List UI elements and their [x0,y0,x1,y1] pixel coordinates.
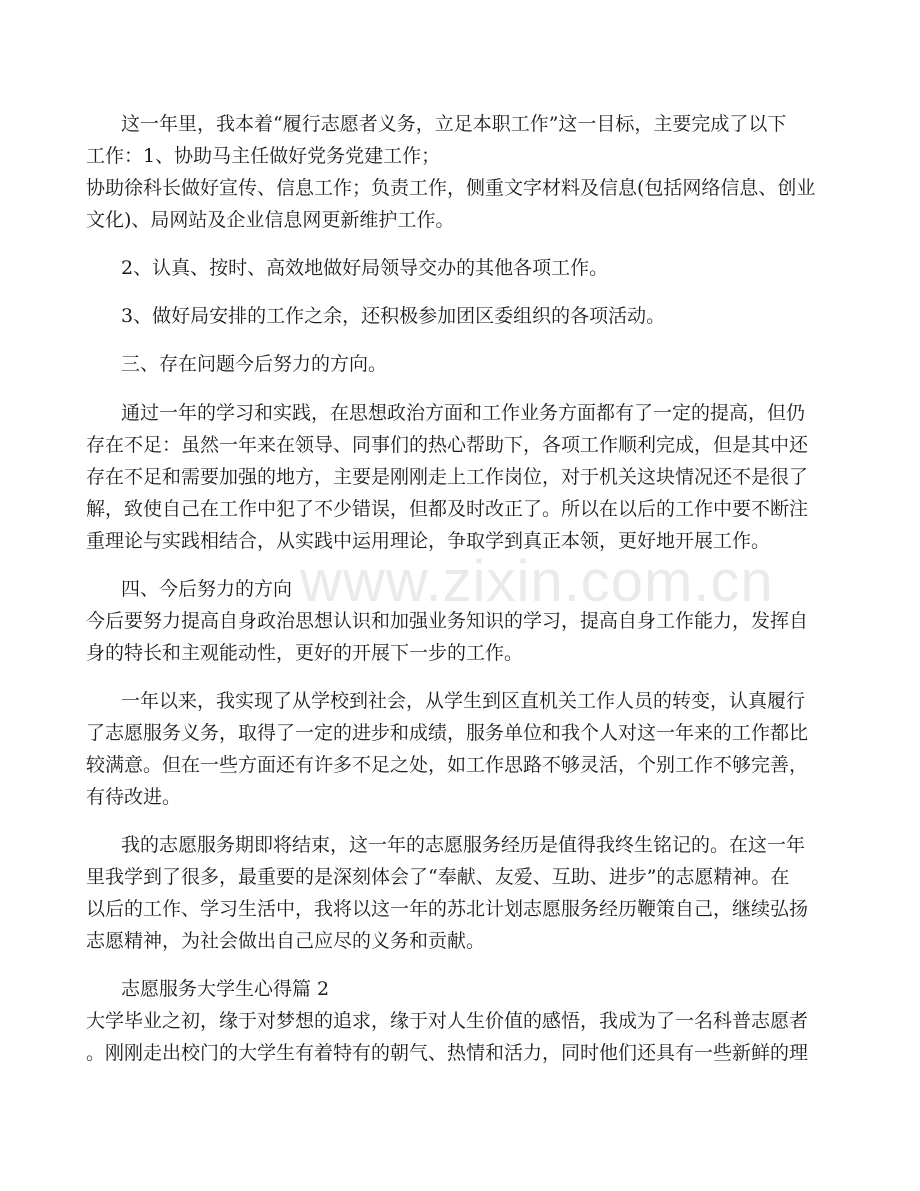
watermark: www.zixin.com.cn [300,549,774,614]
paragraph-line: 解，致使自己在工作中犯了不少错误，但都及时改正了。所以在以后的工作中要不断注 [86,498,809,520]
paragraph-line: 较满意。但在一些方面还有许多不足之处，如工作思路不够灵活，个别工作不够完善， [86,754,809,776]
paragraph-line: 3、做好局安排的工作之余，还积极参加团区委组织的各项活动。 [121,305,666,327]
paragraph-line: 一年以来，我实现了从学校到社会，从学生到区直机关工作人员的转变，认真履行 [121,690,806,712]
paragraph-line: 2、认真、按时、高效地做好局领导交办的其他各项工作。 [121,257,609,279]
paragraph-line: 今后要努力提高自身政治思想认识和加强业务知识的学习，提高自身工作能力，发挥自 [86,610,809,632]
paragraph-line: 有待改进。 [86,786,182,808]
paragraph-line: 我的志愿服务期即将结束，这一年的志愿服务经历是值得我终生铭记的。在这一年 [121,834,806,856]
paragraph-line: 工作：1、协助马主任做好党务党建工作； [86,145,441,167]
paragraph-line: 志愿精神，为社会做出自己应尽的义务和贡献。 [86,930,486,952]
paragraph-line: 重理论与实践相结合，从实践中运用理论，争取学到真正本领，更好地开展工作。 [86,530,771,552]
paragraph-line: 协助徐科长做好宣传、信息工作；负责工作，侧重文字材料及信息(包括网络信息、创业 [86,177,816,199]
paragraph-line: 大学毕业之初，缘于对梦想的追求，缘于对人生价值的感悟，我成为了一名科普志愿者 [86,1010,809,1032]
paragraph-line: 通过一年的学习和实践，在思想政治方面和工作业务方面都有了一定的提高，但仍 [121,402,806,424]
paragraph-line: 文化)、局网站及企业信息网更新维护工作。 [86,209,455,231]
paragraph-line: 了志愿服务义务，取得了一定的进步和成绩，服务单位和我个人对这一年来的工作都比 [86,722,809,744]
section-heading: 四、今后努力的方向 [121,578,293,600]
paragraph-line: 存在不足和需要加强的地方，主要是刚刚走上工作岗位，对于机关这块情况还不是很了 [86,466,809,488]
section-heading: 志愿服务大学生心得篇 2 [121,978,330,1000]
paragraph-line: 存在不足：虽然一年来在领导、同事们的热心帮助下，各项工作顺利完成，但是其中还 [86,434,809,456]
paragraph-line: 里我学到了很多，最重要的是深刻体会了“奉献、友爱、互助、进步”的志愿精神。在 [86,866,790,888]
paragraph-line: 以后的工作、学习生活中，我将以这一年的苏北计划志愿服务经历鞭策自己，继续弘扬 [86,898,809,920]
paragraph-line: 这一年里，我本着“履行志愿者义务，立足本职工作”这一目标，主要完成了以下 [121,113,787,135]
section-heading: 三、存在问题今后努力的方向。 [121,353,388,375]
paragraph-line: 。刚刚走出校门的大学生有着特有的朝气、热情和活力，同时他们还具有一些新鲜的理 [86,1042,809,1064]
paragraph-line: 身的特长和主观能动性，更好的开展下一步的工作。 [86,642,524,664]
